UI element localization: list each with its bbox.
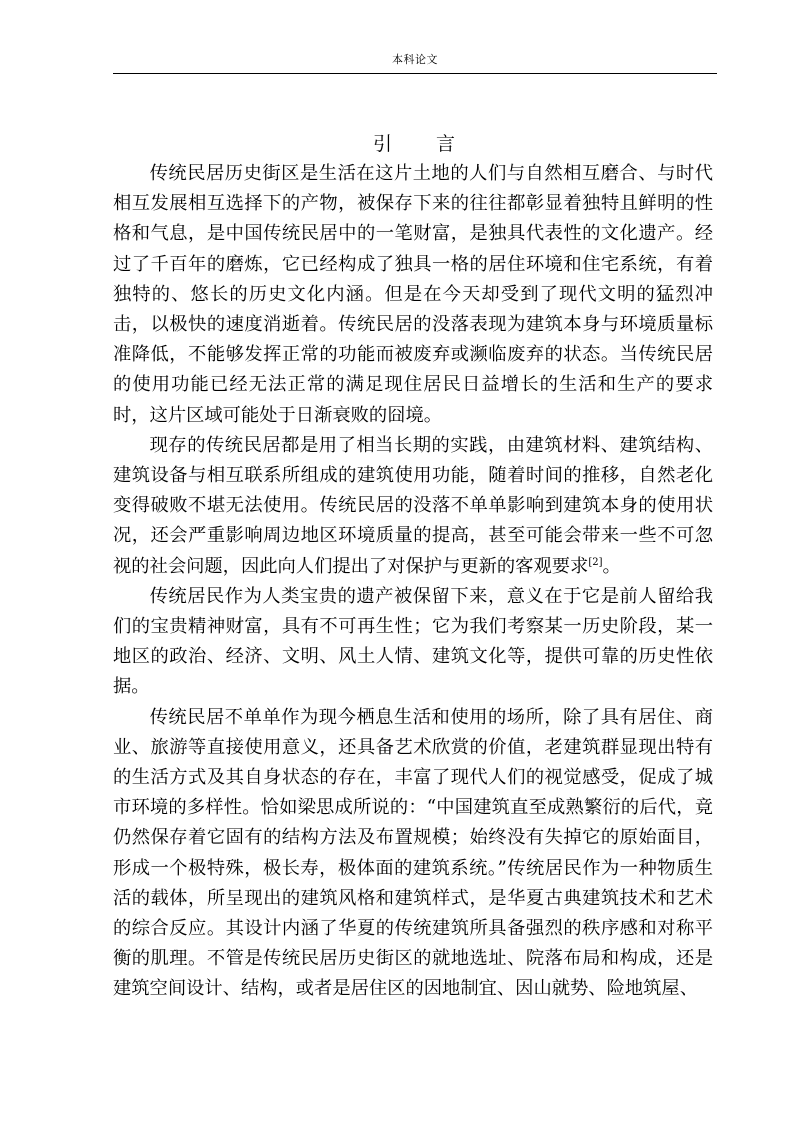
paragraph-4 [113,703,713,1005]
body-text [113,159,713,1005]
paragraph-2 [113,431,713,582]
header-rule [113,73,717,74]
paragraph-3 [113,582,713,703]
paragraph-4-text: 传统民居不单单作为现今栖息生活和使用的场所，除了具有居住、商业、旅游等直接使用意义，还具备艺术欣赏的价值，老建筑群显现出特有的生活方式及其自身状态的存在，丰富了现代人们的视觉感受，促成了城市环境的多样性。恰如梁思成所说的：“中国建筑直至成熟繁衍的后代，竟仍然保存着它固有的结构方法及布置规模；始终没有失掉它的原始面目，形成一个极特殊，极长寿，极体面的建筑系统。”传统居民作为一种物质生活的载体，所呈现出的建筑风格和建筑样式，是华夏古典建筑技术和艺术的综合反应。其设计内涵了华夏的传统建筑所具备强烈的秩序感和对称平衡的肌理。不管是传统民居历史街区的就地选址、院落布局和构成，还是建筑空间设计、结构，或者是居住区的因地制宜、因山就势、险地筑屋、 [113,706,713,1000]
paragraph-1 [113,159,713,431]
paragraph-2-tail: 。 [602,555,621,577]
citation-marker: [2] [588,556,603,568]
section-heading-left: 引 [372,133,394,155]
paragraph-1-text: 传统民居历史街区是生活在这片土地的人们与自然相互磨合、与时代相互发展相互选择下的产物，被保存下来的往往都彰显着独特且鲜明的性格和气息，是中国传统民居中的一笔财富，是独具代表性的文化遗产。经过了千百年的磨炼，它已经构成了独具一格的居住环境和住宅系统，有着独特的、悠长的历史文化内涵。但是在今天却受到了现代文明的猛烈冲击，以极快的速度消逝着。传统民居的没落表现为建筑本身与环境质量标准降低，不能够发挥正常的功能而被废弃或濒临废弃的状态。当传统民居的使用功能已经无法正常的满足现住居民日益增长的生活和生产的要求时，这片区域可能处于日渐衰败的囧境。 [113,163,713,426]
paragraph-3-text: 传统居民作为人类宝贵的遗产被保留下来，意义在于它是前人留给我们的宝贵精神财富，具有不可再生性；它为我们考察某一历史阶段，某一地区的政治、经济、文明、风土人情、建筑文化等，提供可靠的历史性依据。 [113,585,713,698]
section-heading-right: 言 [436,133,458,155]
section-heading [113,130,717,158]
paragraph-2-text: 现存的传统民居都是用了相当长期的实践，由建筑材料、建筑结构、建筑设备与相互联系所组成的建筑使用功能，随着时间的推移，自然老化变得破败不堪无法使用。传统民居的没落不单单影响到建筑本身的使用状况，还会严重影响周边地区环境质量的提高，甚至可能会带来一些不可忽视的社会问题，因此向人们提出了对保护与更新的客观要求 [113,434,713,577]
running-header: 本科论文 [392,53,438,66]
